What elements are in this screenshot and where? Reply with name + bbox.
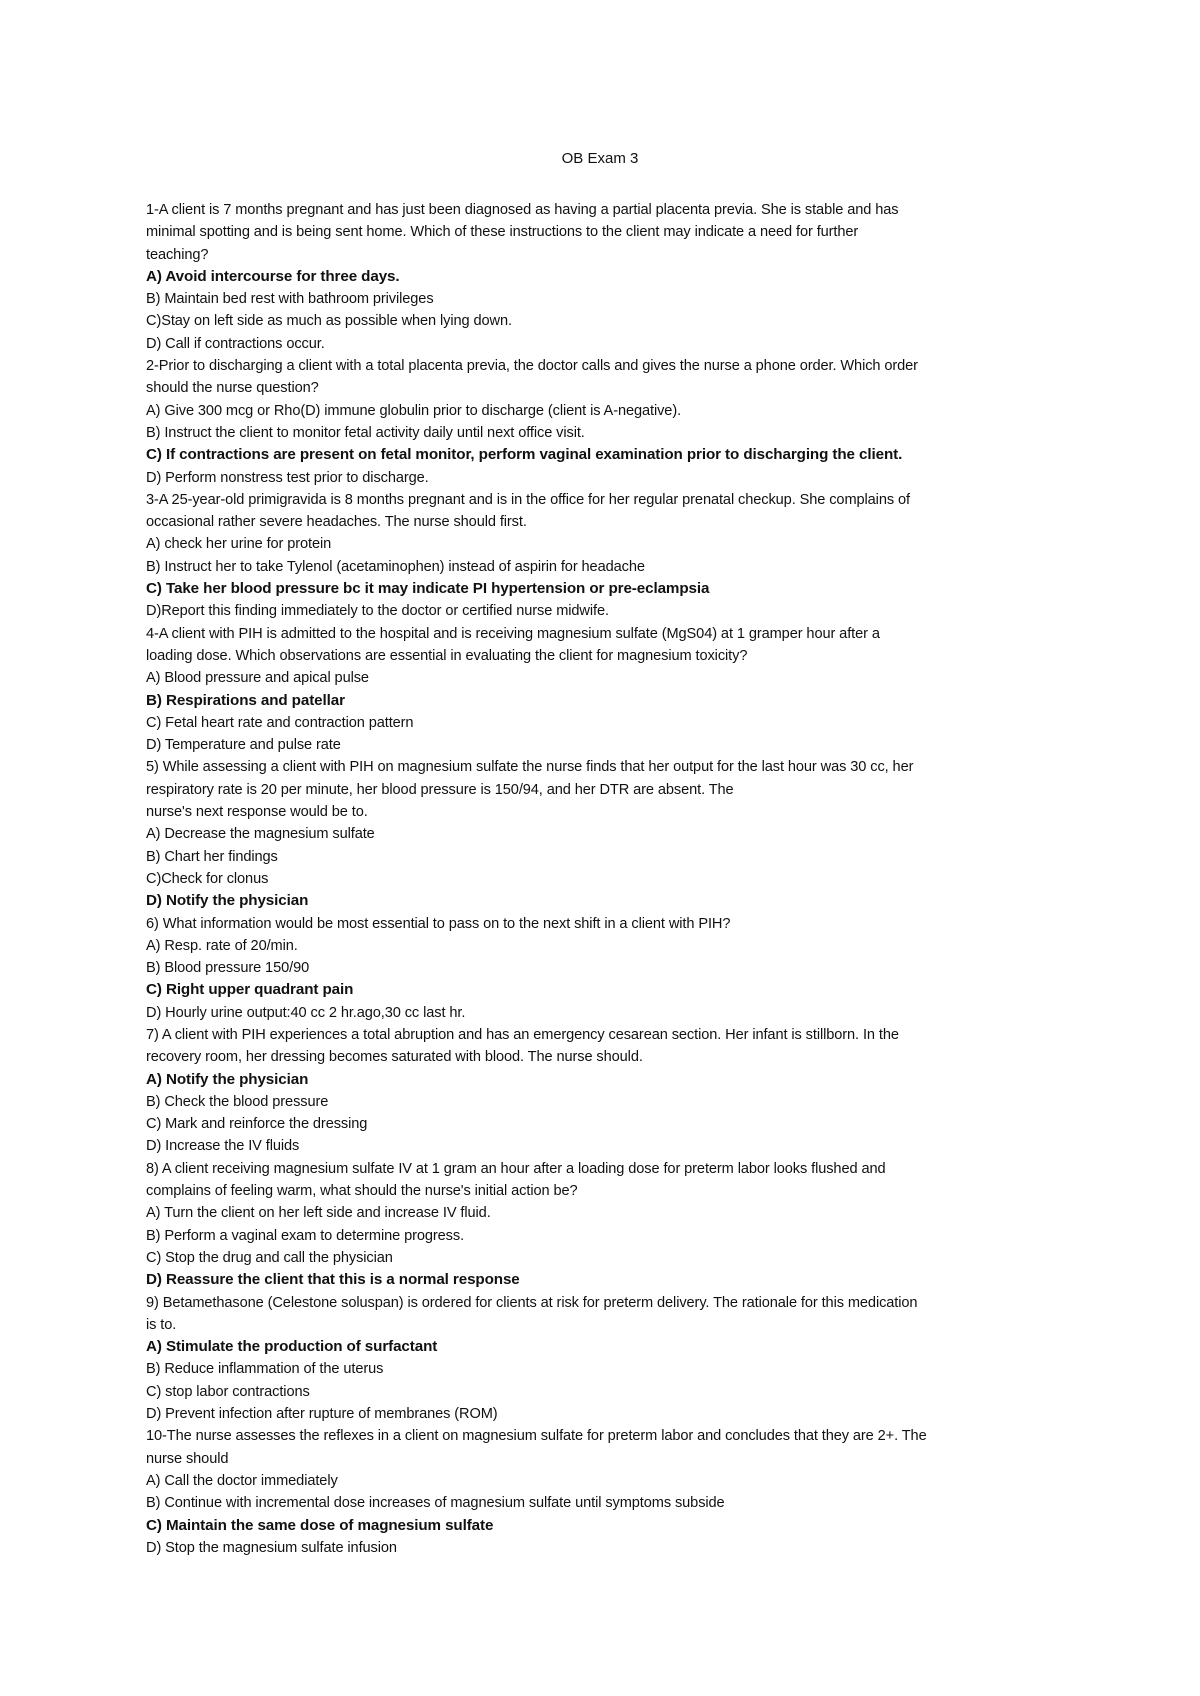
document-body [146, 199, 1058, 1559]
text-line: A) Resp. rate of 20/min. [146, 937, 298, 954]
text-line: is to. [146, 1316, 177, 1333]
text-line: A) Blood pressure and apical pulse [146, 670, 369, 687]
answer-line-highlighted: D) Notify the physician [146, 892, 309, 910]
text-line: B) Perform a vaginal exam to determine progress. [146, 1227, 465, 1244]
text-line: D)Report this finding immediately to the doctor or certified nurse midwife. [146, 603, 609, 620]
answer-line-highlighted: D) Reassure the client that this is a normal response [146, 1271, 520, 1289]
text-line: 1-A client is 7 months pregnant and has just been diagnosed as having a partial placenta previa. She is stable and has [146, 202, 899, 218]
text-line: A) Turn the client on her left side and increase IV fluid. [146, 1205, 491, 1222]
answer-line-highlighted: A) Avoid intercourse for three days. [146, 267, 400, 285]
text-line: nurse's next response would be to. [146, 804, 368, 821]
text-line: C)Check for clonus [146, 870, 269, 887]
text-line: respiratory rate is 20 per minute, her blood pressure is 150/94, and her DTR are absent. The [146, 781, 734, 798]
text-line: A) Call the doctor immediately [146, 1472, 338, 1489]
text-line: A) Decrease the magnesium sulfate [146, 826, 375, 843]
text-line: teaching? [146, 246, 209, 263]
text-line: occasional rather severe headaches. The nurse should first. [146, 514, 527, 531]
text-line: minimal spotting and is being sent home. Which of these instructions to the client may indicate a need for further [146, 224, 859, 241]
text-line: D) Prevent infection after rupture of membranes (ROM) [146, 1406, 498, 1423]
text-line: 7) A client with PIH experiences a total abruption and has an emergency cesarean section. Her infant is stillborn. In the [146, 1026, 899, 1043]
text-line: 2-Prior to discharging a client with a total placenta previa, the doctor calls and gives the nurse a phone order. Which order [146, 358, 918, 375]
text-line: complains of feeling warm, what should the nurse's initial action be? [146, 1183, 578, 1200]
text-line: 4-A client with PIH is admitted to the hospital and is receiving magnesium sulfate (MgS04) at 1 gramper hour after a [146, 625, 880, 642]
answer-line-highlighted: A) Notify the physician [146, 1070, 309, 1088]
text-line: D) Perform nonstress test prior to discharge. [146, 469, 429, 486]
text-line: D) Call if contractions occur. [146, 335, 325, 352]
text-line: 6) What information would be most essential to pass on to the next shift in a client with PIH? [146, 915, 731, 932]
text-line: B) Blood pressure 150/90 [146, 960, 310, 977]
text-line: B) Continue with incremental dose increases of magnesium sulfate until symptoms subside [146, 1495, 725, 1512]
text-line: 3-A 25-year-old primigravida is 8 months pregnant and is in the office for her regular prenatal checkup. She complains of [146, 491, 910, 508]
text-line: B) Maintain bed rest with bathroom privileges [146, 291, 434, 308]
answer-line-highlighted: C) Right upper quadrant pain [146, 981, 354, 999]
document-title: OB Exam 3 [561, 150, 639, 167]
answer-line-highlighted: C) Take her blood pressure bc it may indicate PI hypertension or pre-eclampsia [146, 580, 710, 598]
text-line: 9) Betamethasone (Celestone soluspan) is ordered for clients at risk for preterm delivery. The rationale for this medication [146, 1294, 918, 1311]
text-line: C) Fetal heart rate and contraction pattern [146, 714, 414, 731]
text-line: recovery room, her dressing becomes saturated with blood. The nurse should. [146, 1049, 643, 1066]
text-line: A) check her urine for protein [146, 536, 332, 553]
text-line: B) Check the blood pressure [146, 1093, 329, 1110]
text-line: C) Stop the drug and call the physician [146, 1249, 393, 1266]
text-line: nurse should [146, 1450, 229, 1467]
text-line: 10-The nurse assesses the reflexes in a client on magnesium sulfate for preterm labor and concludes that they are 2+. The [146, 1428, 927, 1445]
text-line: C) Mark and reinforce the dressing [146, 1116, 368, 1133]
text-line: 8) A client receiving magnesium sulfate IV at 1 gram an hour after a loading dose for preterm labor looks flushed and [146, 1160, 886, 1177]
text-line: B) Reduce inflammation of the uterus [146, 1361, 384, 1378]
text-line: D) Hourly urine output:40 cc 2 hr.ago,30 cc last hr. [146, 1004, 466, 1021]
text-line: B) Instruct the client to monitor fetal activity daily until next office visit. [146, 424, 585, 441]
answer-line-highlighted: C) Maintain the same dose of magnesium sulfate [146, 1516, 494, 1534]
text-line: C)Stay on left side as much as possible when lying down. [146, 313, 512, 330]
answer-line-highlighted: A) Stimulate the production of surfactant [146, 1338, 438, 1356]
text-line: 5) While assessing a client with PIH on magnesium sulfate the nurse finds that her output for the last hour was 30 cc, her [146, 759, 914, 776]
text-line: B) Instruct her to take Tylenol (acetaminophen) instead of aspirin for headache [146, 558, 645, 575]
text-line: D) Stop the magnesium sulfate infusion [146, 1539, 397, 1556]
text-line: D) Temperature and pulse rate [146, 737, 341, 754]
text-line: C) stop labor contractions [146, 1383, 310, 1400]
text-line: D) Increase the IV fluids [146, 1138, 300, 1155]
text-line: A) Give 300 mcg or Rho(D) immune globulin prior to discharge (client is A-negative). [146, 402, 682, 419]
text-line: should the nurse question? [146, 380, 319, 397]
answer-line-highlighted: C) If contractions are present on fetal monitor, perform vaginal examination prior to discharging the client. [146, 446, 903, 464]
text-line: B) Chart her findings [146, 848, 278, 865]
text-line: loading dose. Which observations are essential in evaluating the client for magnesium toxicity? [146, 647, 748, 664]
answer-line-highlighted: B) Respirations and patellar [146, 691, 345, 709]
